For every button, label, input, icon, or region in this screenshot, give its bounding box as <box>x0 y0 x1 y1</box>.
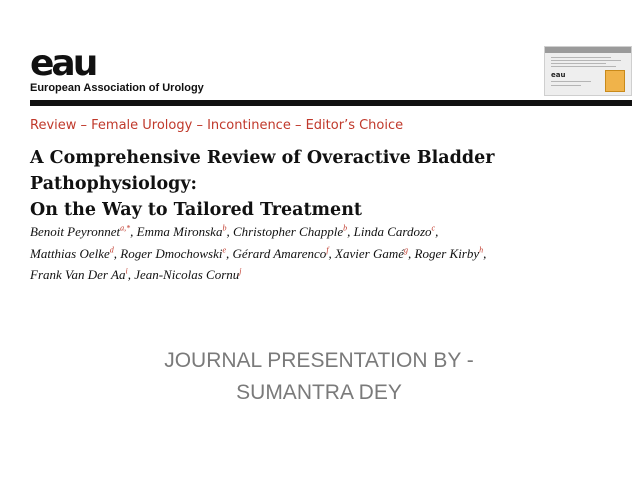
author: Emma Mironska$^b$, <box>136 224 233 240</box>
author: Roger Dmochowski$^e$, <box>120 245 233 261</box>
author: Roger Kirby$^h$, <box>414 245 487 261</box>
article-category: Review – Female Urology – Incontinence – Editor’s Choice <box>30 118 404 133</box>
author-list <box>30 220 630 284</box>
presentation-credit <box>0 345 638 409</box>
header-rule <box>30 100 632 106</box>
journal-cover-thumbnail <box>544 46 632 96</box>
author: Jean-Nicolas Cornu$^j$ <box>134 266 242 282</box>
presenter-name: SUMANTRA DEY <box>236 381 402 404</box>
author: Gérard Amarenco$^f$, <box>232 245 336 261</box>
title-line-2: On the Way to Tailored Treatment <box>30 200 362 220</box>
logo-text: European Association of Urology <box>30 82 204 94</box>
cover-badge <box>605 70 625 92</box>
eau-logo <box>30 43 204 94</box>
author: Frank Van Der Aa$^i$, <box>30 266 135 282</box>
author: Matthias Oelke$^d$, <box>30 245 121 261</box>
logo-mark: eau <box>30 43 96 84</box>
author: Benoit Peyronnet$^{a,*}$, <box>30 224 137 240</box>
author: Christopher Chapple$^b$, <box>232 224 354 240</box>
cover-logo-mark: eau <box>551 71 566 79</box>
title-line-1: A Comprehensive Review of Overactive Bladder Pathophysiology: <box>30 148 495 194</box>
author: Linda Cardozo$^c$, <box>353 224 439 240</box>
author: Xavier Gamé$^g$, <box>335 245 415 261</box>
presentation-line-1: JOURNAL PRESENTATION BY - <box>164 349 474 372</box>
paper-title <box>30 145 630 223</box>
